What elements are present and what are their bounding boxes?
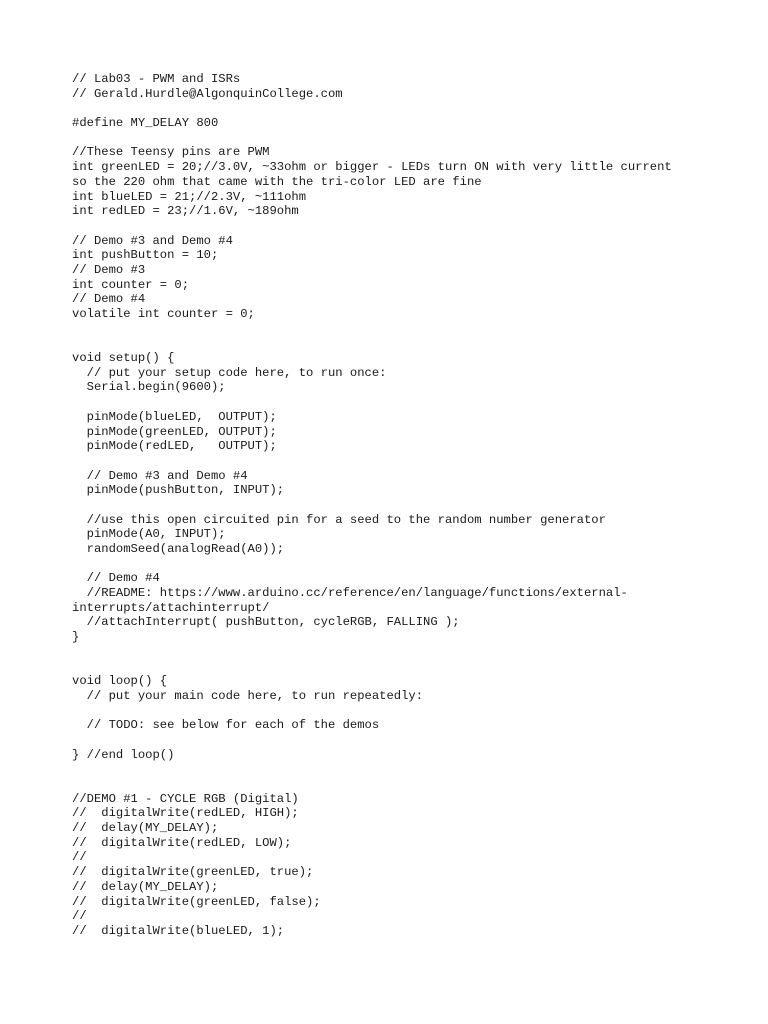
code-line: so the 220 ohm that came with the tri-color LED are fine	[72, 174, 482, 189]
code-line	[72, 557, 732, 572]
code-line: // put your main code here, to run repeatedly:	[72, 688, 424, 703]
code-line	[72, 395, 732, 410]
code-line	[72, 498, 732, 513]
code-line: //use this open circuited pin for a seed to the random number generator	[72, 512, 606, 527]
code-line: // Demo #3 and Demo #4	[72, 468, 248, 483]
code-line: // digitalWrite(blueLED, 1);	[72, 923, 285, 938]
code-line: // delay(MY_DELAY);	[72, 879, 219, 894]
code-line: void setup() {	[72, 351, 175, 366]
code-line: pinMode(pushButton, INPUT);	[72, 483, 285, 498]
code-line	[72, 733, 732, 748]
code-line: // Gerald.Hurdle@AlgonquinCollege.com	[72, 86, 343, 101]
code-line: // digitalWrite(greenLED, true);	[72, 865, 314, 880]
code-line	[72, 704, 732, 719]
code-line: // delay(MY_DELAY);	[72, 821, 219, 836]
code-line: #define MY_DELAY 800	[72, 116, 219, 131]
code-line: // Lab03 - PWM and ISRs	[72, 72, 241, 86]
code-listing	[72, 72, 732, 939]
code-line: //	[72, 909, 87, 924]
code-line: // Demo #4	[72, 292, 146, 307]
code-line: int blueLED = 21;//2.3V, ~111ohm	[72, 189, 307, 204]
code-line: }	[72, 630, 80, 645]
code-line: // digitalWrite(greenLED, false);	[72, 894, 321, 909]
code-line: int pushButton = 10;	[72, 248, 219, 263]
code-line: // TODO: see below for each of the demos	[72, 718, 380, 733]
code-line: // put your setup code here, to run once:	[72, 365, 387, 380]
code-line: void loop() {	[72, 674, 168, 689]
code-line: //	[72, 850, 87, 865]
code-line: int redLED = 23;//1.6V, ~189ohm	[72, 204, 299, 219]
code-line: // Demo #4	[72, 571, 160, 586]
code-line	[72, 454, 732, 469]
code-line: //DEMO #1 - CYCLE RGB (Digital)	[72, 791, 299, 806]
code-line: //These Teensy pins are PWM	[72, 145, 270, 160]
code-line: pinMode(blueLED, OUTPUT);	[72, 409, 277, 424]
code-line: randomSeed(analogRead(A0));	[72, 542, 285, 556]
code-line: //README: https://www.arduino.cc/reference/en/language/functions/external-	[72, 586, 628, 601]
code-line	[72, 660, 732, 675]
code-line	[72, 219, 732, 234]
code-line	[72, 645, 732, 660]
code-line	[72, 101, 732, 116]
code-line	[72, 336, 732, 351]
code-line: // digitalWrite(redLED, LOW);	[72, 835, 292, 850]
code-line: //attachInterrupt( pushButton, cycleRGB, FALLING );	[72, 615, 460, 630]
code-line: pinMode(A0, INPUT);	[72, 527, 226, 542]
code-line: } //end loop()	[72, 747, 175, 762]
code-line	[72, 777, 732, 792]
code-line: pinMode(redLED, OUTPUT);	[72, 439, 277, 454]
code-line: // Demo #3 and Demo #4	[72, 233, 233, 248]
code-line: interrupts/attachinterrupt/	[72, 600, 270, 615]
code-line: // digitalWrite(redLED, HIGH);	[72, 806, 299, 821]
code-line	[72, 762, 732, 777]
code-line: // Demo #3	[72, 262, 146, 277]
code-line	[72, 131, 732, 146]
code-line: int counter = 0;	[72, 277, 190, 292]
code-line: volatile int counter = 0;	[72, 307, 255, 321]
code-line: int greenLED = 20;//3.0V, ~33ohm or bigger - LEDs turn ON with very little current	[72, 160, 672, 175]
code-line	[72, 322, 732, 337]
code-line: pinMode(greenLED, OUTPUT);	[72, 424, 277, 439]
code-line: Serial.begin(9600);	[72, 380, 226, 395]
